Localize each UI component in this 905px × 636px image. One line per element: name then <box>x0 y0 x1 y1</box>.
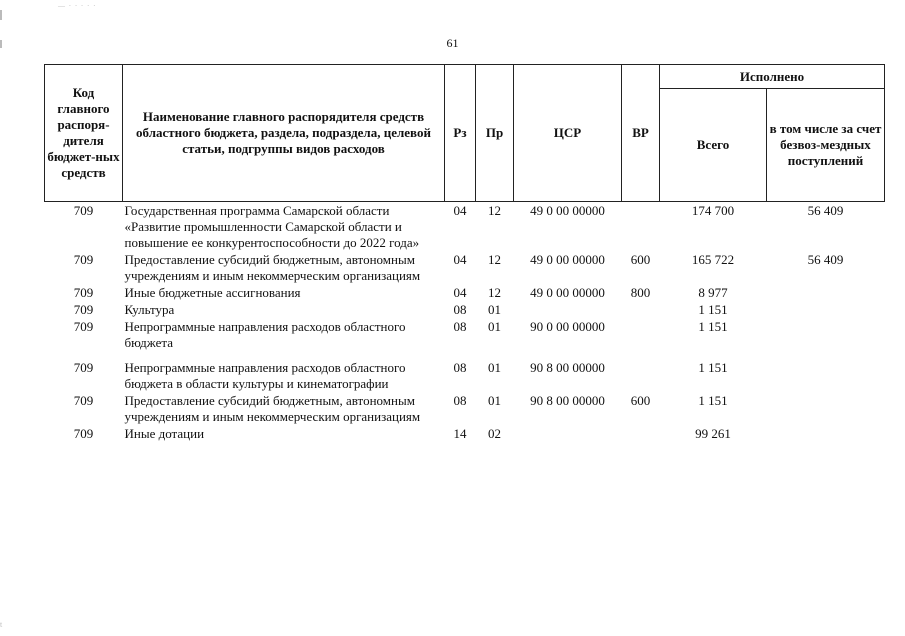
cell-rz: 08 <box>453 319 467 334</box>
header-total: Всего <box>660 89 767 202</box>
cell-total: 8 977 <box>698 285 728 300</box>
header-name: Наименование главного распорядителя средств областного бюджета, раздела, подраздела, целевой статьи, подгруппы видов расходов <box>123 65 445 202</box>
cell-code: 709 <box>73 203 94 218</box>
table-row <box>45 359 885 392</box>
cell-csr: 90 0 00 00000 <box>530 319 605 334</box>
cell-vr <box>622 359 660 392</box>
cell-pr: 01 <box>488 360 501 375</box>
header-free-receipts: в том числе за счет безвоз-мездных поступлений <box>767 89 885 202</box>
cell-code: 709 <box>73 393 94 408</box>
header-csr: ЦСР <box>514 65 622 202</box>
cell-free: 56 409 <box>807 252 844 267</box>
cell-vr <box>622 202 660 252</box>
cell-total: 1 151 <box>698 319 728 334</box>
cell-pr: 01 <box>488 302 501 317</box>
table-row <box>45 318 885 359</box>
cell-vr <box>622 318 660 359</box>
cell-free <box>767 318 885 359</box>
cell-free: 56 409 <box>807 203 844 218</box>
cell-name: Культура <box>124 302 175 317</box>
cell-rz: 04 <box>453 285 467 300</box>
cell-vr <box>622 425 660 442</box>
cell-pr: 01 <box>488 319 501 334</box>
cell-csr: 49 0 00 00000 <box>530 252 605 267</box>
cell-rz: 14 <box>453 426 467 441</box>
header-rz: Рз <box>445 65 476 202</box>
cell-pr: 12 <box>488 203 501 218</box>
cell-pr: 01 <box>488 393 501 408</box>
cell-code: 709 <box>73 426 94 441</box>
cell-free <box>767 359 885 392</box>
cell-pr: 02 <box>488 426 501 441</box>
cell-name: Предоставление субсидий бюджетным, автономным учреждениям и иным некоммерческим организациям <box>124 252 421 283</box>
header-pr: Пр <box>476 65 514 202</box>
cell-free <box>767 301 885 318</box>
header-executed: Исполнено <box>660 65 885 89</box>
cell-name: Непрограммные направления расходов областного бюджета в области культуры и кинематографии <box>124 360 406 391</box>
cell-name: Непрограммные направления расходов областного бюджета <box>124 319 406 350</box>
scan-mark-left: t <box>0 620 3 629</box>
scan-mark: — · · · · · <box>58 2 97 10</box>
cell-vr: 600 <box>630 252 651 267</box>
cell-pr: 12 <box>488 252 501 267</box>
cell-code: 709 <box>73 302 94 317</box>
cell-name: Иные дотации <box>124 426 205 441</box>
cell-rz: 04 <box>453 203 467 218</box>
cell-name: Государственная программа Самарской области «Развитие промышленности Самарской области и повышение ее конкурентоспособности до 2022 года» <box>124 203 420 250</box>
cell-total: 165 722 <box>691 252 735 267</box>
cell-total: 1 151 <box>698 393 728 408</box>
cell-pr: 12 <box>488 285 501 300</box>
cell-free <box>767 392 885 425</box>
cell-code: 709 <box>73 319 94 334</box>
cell-total: 174 700 <box>691 203 735 218</box>
cell-csr <box>514 425 622 442</box>
cell-rz: 08 <box>453 393 467 408</box>
cell-csr: 90 8 00 00000 <box>530 393 605 408</box>
cell-vr <box>622 301 660 318</box>
scan-edge-mark <box>0 10 2 20</box>
cell-rz: 04 <box>453 252 467 267</box>
cell-name: Иные бюджетные ассигнования <box>124 285 301 300</box>
header-code: Код главного распоря-дителя бюджет-ных средств <box>45 65 123 202</box>
cell-total: 99 261 <box>695 426 731 441</box>
table-row <box>45 284 885 301</box>
cell-code: 709 <box>73 360 94 375</box>
cell-csr: 90 8 00 00000 <box>530 360 605 375</box>
table-row <box>45 392 885 425</box>
header-vr: ВР <box>622 65 660 202</box>
cell-vr: 800 <box>630 285 651 300</box>
cell-name: Предоставление субсидий бюджетным, автономным учреждениям и иным некоммерческим организациям <box>124 393 421 424</box>
table-header <box>45 65 885 202</box>
table-row <box>45 301 885 318</box>
cell-total: 1 151 <box>698 360 728 375</box>
cell-free <box>767 284 885 301</box>
cell-vr: 600 <box>630 393 651 408</box>
cell-csr <box>514 301 622 318</box>
cell-code: 709 <box>73 285 94 300</box>
page-number: 61 <box>446 36 459 50</box>
table-row <box>45 251 885 284</box>
cell-csr: 49 0 00 00000 <box>530 285 605 300</box>
cell-total: 1 151 <box>698 302 728 317</box>
table-row <box>45 425 885 442</box>
table-row <box>45 202 885 252</box>
budget-table <box>44 64 885 442</box>
cell-rz: 08 <box>453 360 467 375</box>
cell-free <box>767 425 885 442</box>
cell-csr: 49 0 00 00000 <box>530 203 605 218</box>
cell-rz: 08 <box>453 302 467 317</box>
cell-code: 709 <box>73 252 94 267</box>
